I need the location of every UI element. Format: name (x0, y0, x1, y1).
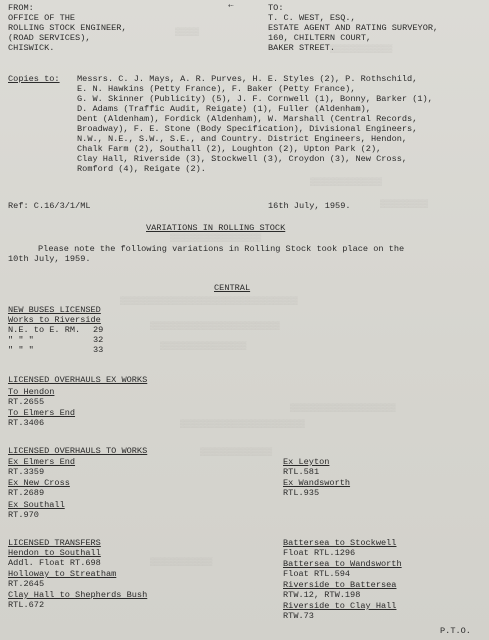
overhaul-destination: To Elmers End (8, 408, 76, 418)
reference: Ref: C.16/3/1/ML (8, 201, 91, 211)
overhauls-ex-works-heading: LICENSED OVERHAULS EX WORKS (8, 375, 148, 385)
to-line: T. C. WEST, ESQ., (268, 13, 356, 23)
copies-line: D. Adams (Traffic Audit, Reigate) (1), Fuller (Aldenham), (77, 104, 371, 114)
overhaul-code: RTL.581 (283, 467, 320, 477)
overhaul-origin: Ex New Cross (8, 478, 70, 488)
intro-line: 10th July, 1959. (8, 254, 91, 264)
copies-line: Dent (Aldenham), Fordick (Aldenham), W. Marshall (Central Records, (77, 114, 418, 124)
section-heading-central: CENTRAL (214, 283, 251, 293)
show-through-text: ▒▒▒▒▒▒▒▒▒▒▒▒▒▒▒▒▒▒▒▒▒▒▒▒▒▒▒ (150, 322, 280, 331)
please-turn-over: P.T.O. (440, 626, 471, 636)
transfer-route: Hendon to Southall (8, 548, 101, 558)
show-through-text: ▒▒▒▒▒▒▒▒▒▒▒▒▒ (330, 45, 393, 54)
transfer-route: Battersea to Wandsworth (283, 559, 402, 569)
copies-line: Broadway), F. E. Stone (Body Specification), Divisional Engineers, (77, 124, 418, 134)
from-label: FROM: (8, 3, 34, 13)
copies-line: N.W., N.E., S.W., S.E., and Country. District Engineers, Hendon, (77, 134, 408, 144)
show-through-text: ▒▒▒▒▒▒▒▒▒▒▒▒▒▒▒▒▒▒ (160, 342, 247, 351)
overhaul-code: RT.2689 (8, 488, 45, 498)
transfer-detail: RTW.73 (283, 611, 314, 621)
copies-line: Romford (4), Reigate (2). (77, 164, 206, 174)
new-bus-route: N.E. to E. RM. (8, 325, 81, 335)
transfer-detail: RTL.672 (8, 600, 45, 610)
copies-list (77, 74, 433, 174)
show-through-text: ▒▒▒▒▒▒▒▒▒▒▒▒▒▒▒▒▒▒▒▒▒▒▒▒▒▒▒▒▒▒▒▒▒▒▒▒▒ (120, 297, 298, 306)
transfer-route: Riverside to Battersea (283, 580, 397, 590)
transfers-heading: LICENSED TRANSFERS (8, 538, 101, 548)
to-block (268, 3, 438, 53)
transfer-route: Clay Hall to Shepherds Bush (8, 590, 148, 600)
show-through-text: ▒▒▒▒▒▒▒▒▒▒▒▒▒▒▒▒▒▒▒ (170, 234, 262, 243)
new-bus-route: " " " (8, 335, 34, 345)
show-through-text: ▒▒▒▒▒▒▒▒▒▒ (380, 200, 429, 209)
copies-line: Clay Hall, Riverside (3), Stockwell (3), Croydon (3), New Cross, (77, 154, 408, 164)
show-through-text: ▒▒▒▒▒▒▒▒▒▒▒▒▒▒▒▒▒▒▒▒▒▒ (290, 404, 396, 413)
copies-line: Chalk Farm (2), Southall (2), Loughton (2), Upton Park (2), (77, 144, 382, 154)
from-block (8, 3, 127, 53)
overhaul-code: RT.3406 (8, 418, 45, 428)
overhaul-code: RT.3359 (8, 467, 45, 477)
transfer-detail: RTW.12, RTW.198 (283, 590, 361, 600)
transfer-route: Riverside to Clay Hall (283, 601, 397, 611)
new-buses-heading: NEW BUSES LICENSED (8, 305, 101, 315)
transfer-detail: Float RTL.1296 (283, 548, 356, 558)
arrow-icon: ⇠ (228, 1, 234, 11)
copies-label: Copies to: (8, 74, 60, 84)
overhaul-origin: Ex Wandsworth (283, 478, 351, 488)
new-bus-route: " " " (8, 345, 34, 355)
from-line: OFFICE OF THE (8, 13, 76, 23)
new-bus-number: 29 (93, 325, 104, 335)
show-through-text: ▒▒▒▒▒ (175, 28, 200, 37)
show-through-text: ▒▒▒▒▒▒▒▒▒▒▒▒▒▒▒ (200, 448, 273, 457)
transfer-route: Holloway to Streatham (8, 569, 117, 579)
to-line: BAKER STREET. (268, 43, 336, 53)
copies-line: G. W. Skinner (Publicity) (5), J. F. Cornwell (1), Bonny, Barker (1), (77, 94, 433, 104)
copies-line: E. N. Hawkins (Petty France), F. Baker (Petty France), (77, 84, 356, 94)
show-through-text: ▒▒▒▒▒▒▒▒▒▒▒▒▒▒▒ (310, 178, 383, 187)
transfer-route: Battersea to Stockwell (283, 538, 397, 548)
to-line: 160, CHILTERN COURT, (268, 33, 372, 43)
intro-paragraph (8, 244, 404, 264)
overhaul-origin: Ex Elmers End (8, 457, 76, 467)
intro-line: Please note the following variations in Rolling Stock took place on the (38, 244, 405, 254)
from-line: ROLLING STOCK ENGINEER, (8, 23, 127, 33)
show-through-text: ▒▒▒▒▒▒▒▒▒▒▒▒▒▒▒▒▒▒▒▒▒▒▒▒▒▒ (180, 420, 305, 429)
show-through-text: ▒▒▒▒▒▒▒▒▒▒▒▒▒ (150, 558, 213, 567)
overhaul-code: RT.970 (8, 510, 39, 520)
new-bus-number: 33 (93, 345, 104, 355)
new-bus-number: 32 (93, 335, 104, 345)
copies-line: Messrs. C. J. Mays, A. R. Purves, H. E. Styles (2), P. Rothschild, (77, 74, 418, 84)
transfer-detail: Addl. Float RT.698 (8, 558, 101, 568)
document-title: VARIATIONS IN ROLLING STOCK (146, 223, 286, 233)
transfer-detail: Float RTL.594 (283, 569, 351, 579)
from-line: (ROAD SERVICES), (8, 33, 91, 43)
overhaul-destination: To Hendon (8, 387, 55, 397)
overhaul-code: RT.2655 (8, 397, 45, 407)
overhaul-origin: Ex Leyton (283, 457, 330, 467)
from-line: CHISWICK. (8, 43, 55, 53)
overhauls-to-works-heading: LICENSED OVERHAULS TO WORKS (8, 446, 148, 456)
memo-date: 16th July, 1959. (268, 201, 351, 211)
to-label: TO: (268, 3, 284, 13)
overhaul-origin: Ex Southall (8, 500, 65, 510)
to-line: ESTATE AGENT AND RATING SURVEYOR, (268, 23, 439, 33)
new-buses-subheading: Works to Riverside (8, 315, 101, 325)
overhaul-code: RTL.935 (283, 488, 320, 498)
transfer-detail: RT.2645 (8, 579, 45, 589)
